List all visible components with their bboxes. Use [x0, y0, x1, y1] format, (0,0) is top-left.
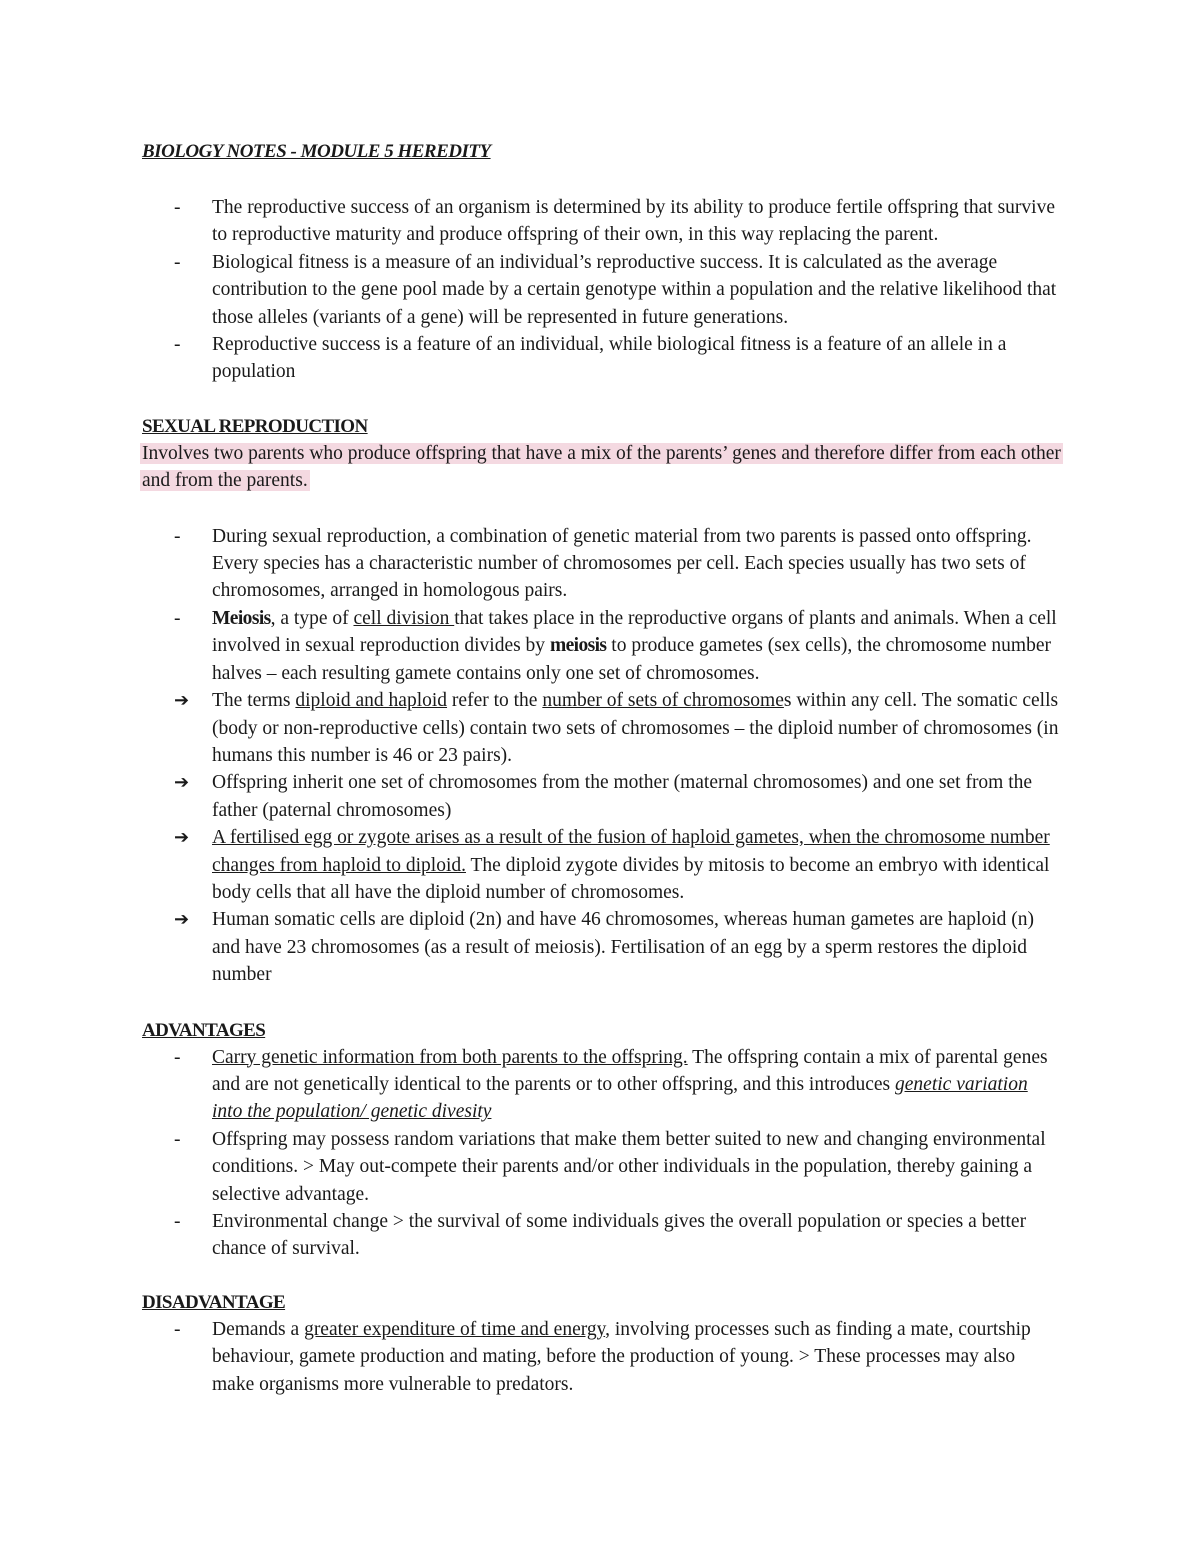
section-heading-sexual-reproduction: SEXUAL REPRODUCTION	[142, 415, 368, 437]
advantages-list	[142, 1044, 1062, 1263]
list-item: ➔ The terms diploid and haploid refer to the number of sets of chromosomes within any cell. The somatic cells (body or non-reproductive cells) contain two sets of chromosomes – the diploid number of chromosomes (in humans this number is 46 or 23 pairs).	[142, 687, 1062, 769]
arrow-icon: ➔	[174, 827, 190, 848]
underlined-text: diploid and haploid	[295, 690, 448, 712]
underlined-italic-text: genetic variation into the population/ genetic divesity	[212, 1073, 1028, 1123]
dash-marker: -	[174, 525, 181, 547]
list-item: - The reproductive success of an organism is determined by its ability to produce fertile offspring that survive to reproductive maturity and produce offspring of their own, in this way replacing the parent.	[142, 194, 1062, 249]
document-page	[142, 138, 1062, 1398]
dash-marker: -	[174, 1211, 181, 1232]
section-heading-disadvantage: DISADVANTAGE	[142, 1291, 286, 1313]
definition-paragraph	[142, 440, 1062, 495]
list-item: - Reproductive success is a feature of an individual, while biological fitness is a feature of an allele in a population	[142, 331, 1062, 386]
dash-marker: -	[174, 251, 181, 273]
list-item: - During sexual reproduction, a combination of genetic material from two parents is passed onto offspring. Every species has a characteristic number of chromosomes per cell. Each species usually has two sets of chromosomes, arranged in homologous pairs.	[142, 523, 1062, 605]
underlined-text: number of sets of chromosome	[542, 690, 784, 712]
arrow-icon: ➔	[174, 909, 190, 930]
list-item: - Environmental change > the survival of some individuals gives the overall population or species a better chance of survival.	[142, 1208, 1062, 1263]
list-item: - Offspring may possess random variations that make them better suited to new and changing environmental conditions. > May out-compete their parents and/or other individuals in the population, thereby gaining a selective advantage.	[142, 1126, 1062, 1208]
sexual-reproduction-list	[142, 523, 1062, 989]
list-item: ➔ Human somatic cells are diploid (2n) and have 46 chromosomes, whereas human gametes are haploid (n) and have 23 chromosomes (as a result of meiosis). Fertilisation of an egg by a sperm restores the diploid number	[142, 906, 1062, 988]
arrow-icon: ➔	[174, 690, 190, 711]
underlined-text: cell division	[353, 607, 455, 629]
bold-term: Meiosis	[212, 607, 271, 629]
highlighted-definition: Involves two parents who produce offspring that have a mix of the parents’ genes and therefore differ from each other and from the parents.	[142, 442, 1061, 492]
dash-marker: -	[174, 1318, 181, 1340]
list-item: - Carry genetic information from both parents to the offspring. The offspring contain a mix of parental genes and are not genetically identical to the parents or to other offspring, and this introduces genetic variation into the population/ genetic divesity	[142, 1044, 1062, 1126]
dash-marker: -	[174, 334, 181, 356]
arrow-icon: ➔	[174, 772, 190, 793]
document-title: BIOLOGY NOTES - MODULE 5 HEREDITY	[142, 141, 491, 162]
section-heading-advantages: ADVANTAGES	[142, 1019, 266, 1041]
list-item: ➔ A fertilised egg or zygote arises as a result of the fusion of haploid gametes, when the chromosome number changes from haploid to diploid. The diploid zygote divides by mitosis to become an embryo with identical body cells that all have the diploid number of chromosomes.	[142, 824, 1062, 906]
list-item: - Demands a greater expenditure of time and energy, involving processes such as finding a mate, courtship behaviour, gamete production and mating, before the production of young. > These processes may also make organisms more vulnerable to predators.	[142, 1316, 1062, 1398]
list-item: ➔ Offspring inherit one set of chromosomes from the mother (maternal chromosomes) and one set from the father (paternal chromosomes)	[142, 769, 1062, 824]
bold-term: meiosis	[549, 635, 607, 657]
dash-marker: -	[174, 197, 181, 218]
dash-marker: -	[174, 607, 181, 629]
underlined-text: Carry genetic information from both parents to the offspring.	[212, 1046, 688, 1068]
underlined-text: greater expenditure of time and energy	[304, 1318, 606, 1340]
dash-marker: -	[174, 1046, 181, 1068]
underlined-text: A fertilised egg or zygote arises as a result of the fusion of haploid gametes, when the chromosome number changes from haploid to diploid.	[212, 827, 1050, 876]
disadvantage-list	[142, 1316, 1062, 1398]
intro-list	[142, 194, 1062, 386]
list-item: - Meiosis, a type of cell division that takes place in the reproductive organs of plants and animals. When a cell involved in sexual reproduction divides by meiosis to produce gametes (sex cells), the chromosome number halves – each resulting gamete contains only one set of chromosomes.	[142, 605, 1062, 687]
dash-marker: -	[174, 1128, 181, 1150]
list-item: - Biological fitness is a measure of an individual’s reproductive success. It is calculated as the average contribution to the gene pool made by a certain genotype within a population and the relative likelihood that those alleles (variants of a gene) will be represented in future generations.	[142, 249, 1062, 331]
